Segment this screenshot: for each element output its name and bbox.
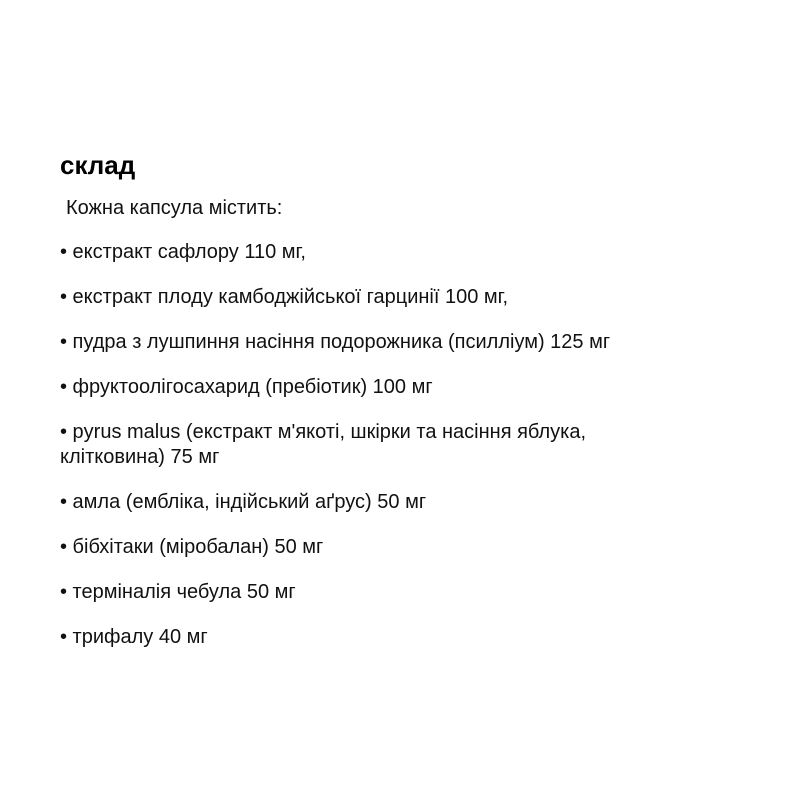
ingredients-section bbox=[60, 146, 780, 670]
section-heading: склад bbox=[60, 150, 136, 180]
ingredient-item: • терміналія чебула 50 мг bbox=[60, 581, 296, 603]
ingredient-item: • пудра з лушпиння насіння подорожника (псилліум) 125 мг bbox=[60, 331, 611, 353]
ingredient-item: • pyrus malus (екстракт м'якоті, шкірки та насіння яблука, клітковина) 75 мг bbox=[60, 421, 587, 468]
ingredient-item: • трифалу 40 мг bbox=[60, 626, 208, 648]
ingredient-list bbox=[60, 240, 780, 650]
ingredient-item: • фруктоолігосахарид (пребіотик) 100 мг bbox=[60, 376, 433, 398]
intro-text: Кожна капсула містить: bbox=[66, 197, 283, 219]
ingredient-item: • екстракт плоду камбоджійської гарцинії 100 мг, bbox=[60, 286, 509, 308]
ingredient-item: • бібхітаки (міробалан) 50 мг bbox=[60, 536, 324, 558]
ingredient-item: • екстракт сафлору 110 мг, bbox=[60, 241, 306, 263]
ingredient-item: • амла (емблiка, індійський аґрус) 50 мг bbox=[60, 491, 427, 513]
